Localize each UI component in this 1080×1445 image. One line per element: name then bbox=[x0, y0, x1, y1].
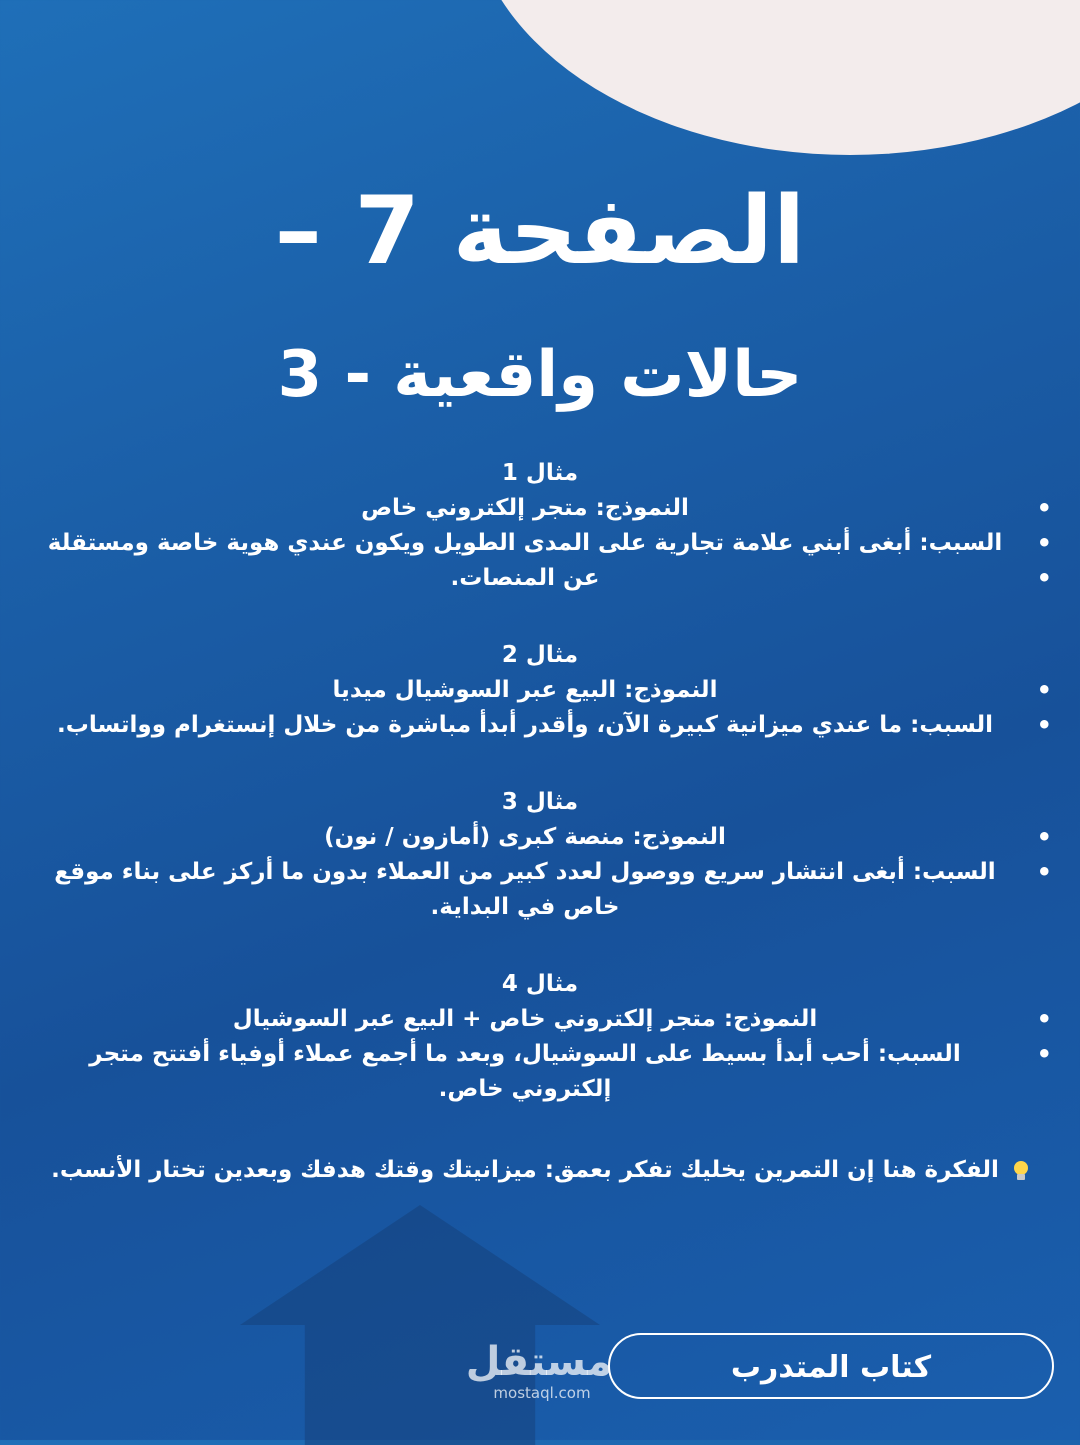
example-2 bbox=[20, 638, 1060, 743]
bullet-item: • النموذج: منصة كبرى (أمازون / نون) bbox=[20, 820, 1060, 855]
bullet-item: • السبب: ما عندي ميزانية كبيرة الآن، وأقدر أبدأ مباشرة من خلال إنستغرام وواتساب. bbox=[20, 708, 1060, 743]
arrow-decoration bbox=[240, 1205, 600, 1445]
bullet-item: • النموذج: متجر إلكتروني خاص + البيع عبر السوشيال bbox=[20, 1002, 1060, 1037]
trainee-book-button[interactable]: كتاب المتدرب bbox=[608, 1333, 1054, 1399]
tip-text: الفكرة هنا إن التمرين يخليك تفكر بعمق: ميزانيتك وقتك هدفك وبعدين تختار الأنسب. bbox=[51, 1157, 999, 1183]
page-subtitle: حالات واقعية - 3 bbox=[277, 338, 803, 412]
example-1 bbox=[20, 456, 1060, 596]
example-heading: مثال 2 bbox=[501, 642, 579, 668]
example-heading: مثال 3 bbox=[501, 789, 579, 815]
example-4 bbox=[20, 967, 1060, 1107]
bullet-item: • عن المنصات. bbox=[20, 561, 1060, 596]
bullet-item: • السبب: أبغى أبني علامة تجارية على المدى الطويل ويكون عندي هوية خاصة ومستقلة bbox=[20, 526, 1060, 561]
example-heading: مثال 1 bbox=[501, 460, 579, 486]
logo-latin-text: mostaql.com bbox=[493, 1384, 591, 1402]
example-bullets bbox=[20, 673, 1060, 743]
page-title: الصفحة 7 – bbox=[274, 177, 806, 286]
tip-text-row bbox=[20, 1150, 1060, 1190]
example-bullets bbox=[20, 491, 1060, 596]
bullet-item: • السبب: أحب أبدأ بسيط على السوشيال، وبعد ما أجمع عملاء أوفياء أفتتح متجر إلكتروني خاص. bbox=[20, 1037, 1060, 1107]
example-3 bbox=[20, 785, 1060, 925]
bullet-item: • النموذج: البيع عبر السوشيال ميديا bbox=[20, 673, 1060, 708]
example-bullets bbox=[20, 1002, 1060, 1107]
examples-list bbox=[20, 456, 1060, 1149]
corner-decoration bbox=[470, 0, 1080, 155]
logo-arabic-text: مستقل bbox=[465, 1339, 612, 1385]
bullet-item: • السبب: أبغى انتشار سريع ووصول لعدد كبير من العملاء بدون ما أركز على بناء موقع خاص في البداية. bbox=[20, 855, 1060, 925]
example-heading: مثال 4 bbox=[501, 971, 579, 997]
bullet-item: • النموذج: متجر إلكتروني خاص bbox=[20, 491, 1060, 526]
mostaql-logo bbox=[465, 1339, 612, 1402]
example-bullets bbox=[20, 820, 1060, 925]
lightbulb-icon bbox=[1013, 1161, 1029, 1181]
